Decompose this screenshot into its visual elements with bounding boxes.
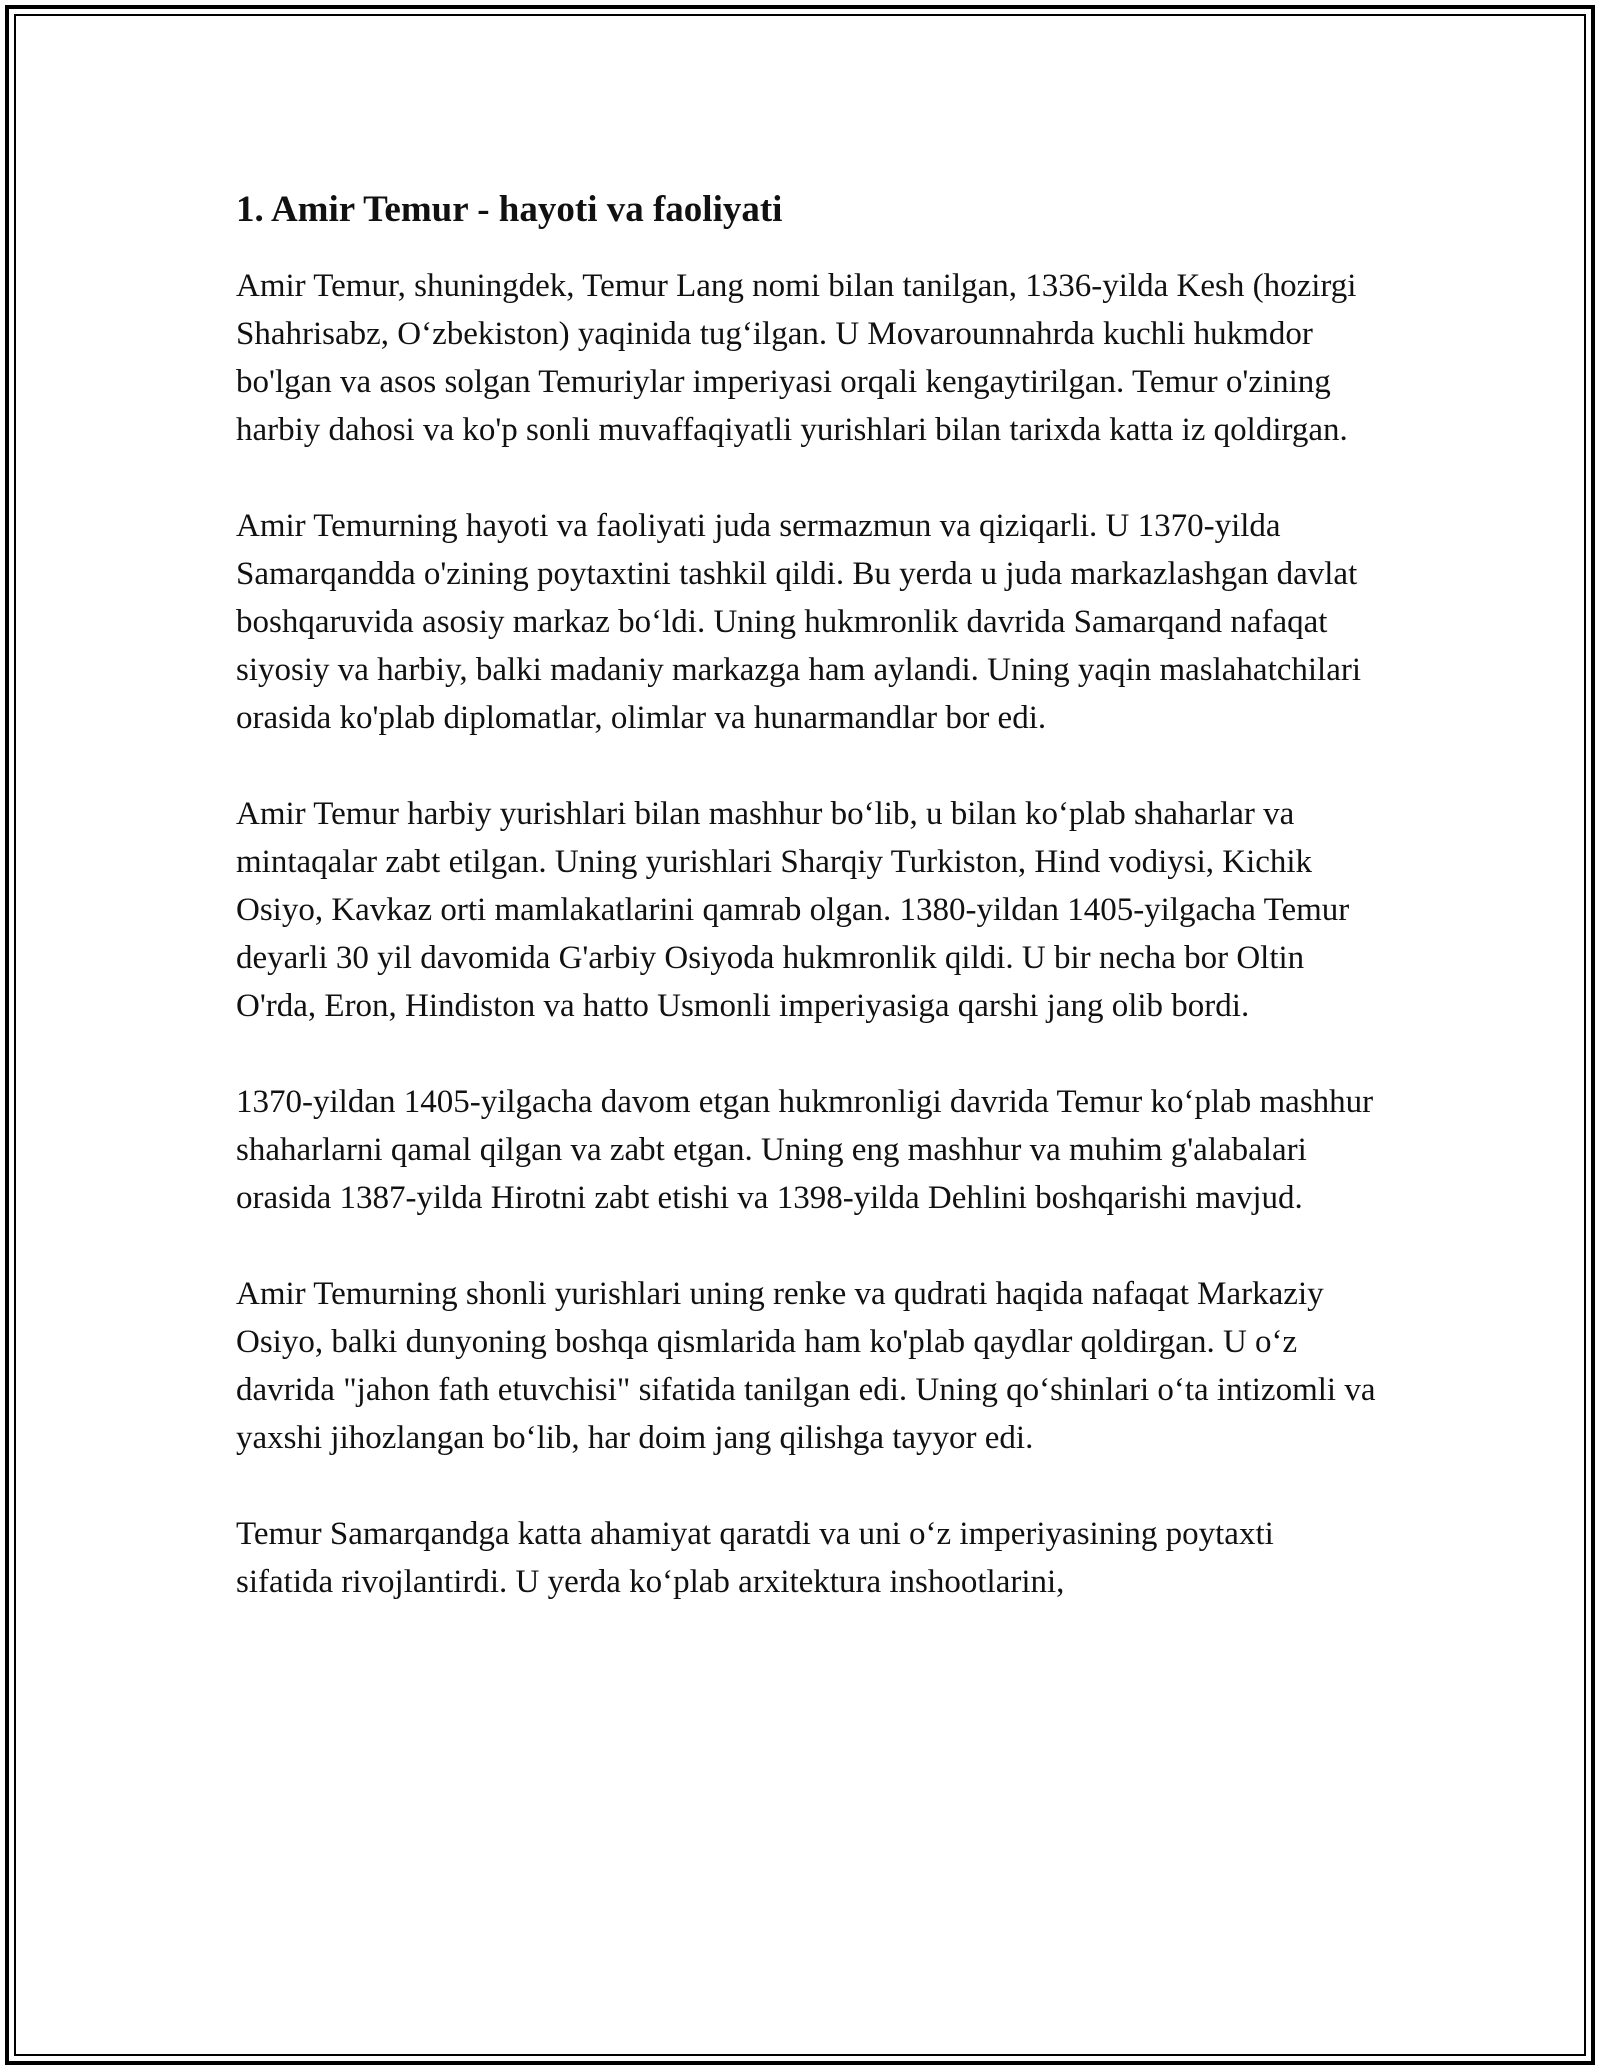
document-body — [236, 186, 1376, 1654]
paragraph-2: Amir Temurning hayoti va faoliyati juda sermazmun va qiziqarli. U 1370-yilda Samarqandda o'zining poytaxtini tashkil qildi. Bu yerda u juda markazlashgan davlat boshqaruvida asosiy markaz bo‘ldi. Uning hukmronlik davrida Samarqand nafaqat siyosiy va harbiy, balki madaniy markazga ham aylandi. Uning yaqin maslahatchilari orasida ko'plab diplomatlar, olimlar va hunarmandlar bor edi. — [236, 508, 1362, 736]
paragraph-3: Amir Temur harbiy yurishlari bilan mashhur bo‘lib, u bilan ko‘plab shaharlar va mintaqalar zabt etilgan. Uning yurishlari Sharqiy Turkiston, Hind vodiysi, Kichik Osiyo, Kavkaz orti mamlakatlarini qamrab olgan. 1380-yildan 1405-yilgacha Temur deyarli 30 yil davomida G'arbiy Osiyoda hukmronlik qildi. U bir necha bor Oltin O'rda, Eron, Hindiston va hatto Usmonli imperiyasiga qarshi jang olib bordi. — [236, 796, 1350, 1024]
section-heading: 1. Amir Temur - hayoti va faoliyati — [236, 189, 783, 230]
paragraph-1: Amir Temur, shuningdek, Temur Lang nomi bilan tanilgan, 1336-yilda Kesh (hozirgi Shahrisabz, O‘zbekiston) yaqinida tug‘ilgan. U Movarounnahrda kuchli hukmdor bo'lgan va asos solgan Temuriylar imperiyasi orqali kengaytirilgan. Temur o'zining harbiy dahosi va ko'p sonli muvaffaqiyatli yurishlari bilan tarixda katta iz qoldirgan. — [236, 268, 1357, 448]
paragraph-5: Amir Temurning shonli yurishlari uning renke va qudrati haqida nafaqat Markaziy Osiyo, balki dunyoning boshqa qismlarida ham ko'plab qaydlar qoldirgan. U o‘z davrida "jahon fath etuvchisi" sifatida tanilgan edi. Uning qo‘shinlari o‘ta intizomli va yaxshi jihozlangan bo‘lib, har doim jang qilishga tayyor edi. — [236, 1276, 1376, 1456]
paragraph-4: 1370-yildan 1405-yilgacha davom etgan hukmronligi davrida Temur ko‘plab mashhur shaharlarni qamal qilgan va zabt etgan. Uning eng mashhur va muhim g'alabalari orasida 1387-yilda Hirotni zabt etishi va 1398-yilda Dehlini boshqarishi mavjud. — [236, 1084, 1374, 1216]
paragraph-6: Temur Samarqandga katta ahamiyat qaratdi va uni o‘z imperiyasining poytaxti sifatida rivojlantirdi. U yerda ko‘plab arxitektura inshootlarini, — [236, 1516, 1274, 1600]
